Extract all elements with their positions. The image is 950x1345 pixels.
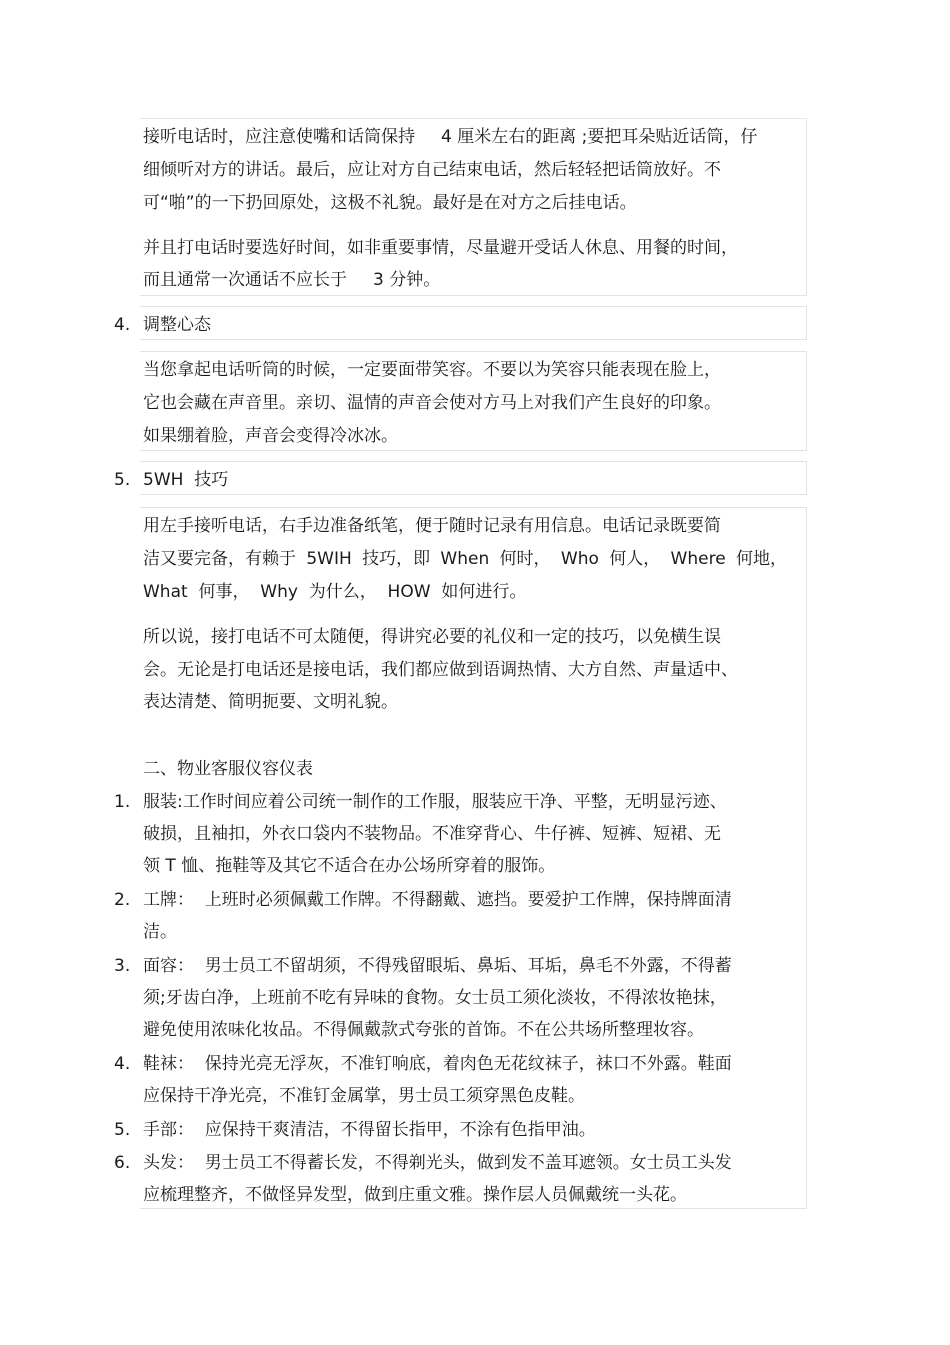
list-item-line: 破损，且袖扣，外衣口袋内不装物品。不准穿背心、牛仔裤、短裤、短裙、无 [143,824,721,844]
table-cell-border [140,461,807,495]
paragraph-line: 如果绷着脸，声音会变得冷冰冰。 [143,426,398,446]
text-segment: 何地， [735,549,787,569]
text-segment: Where [670,549,726,569]
list-item-line: 应保持干净光亮，不准钉金属掌，男士员工须穿黑色皮鞋。 [143,1086,585,1106]
text-segment: 何时， [499,549,551,569]
list-number: 5. [114,1120,131,1140]
table-cell-border [140,306,807,340]
list-item-line: 服装:工作时间应着公司统一制作的工作服，服装应干净、平整，无明显污迹、 [143,792,727,812]
list-number: 2. [114,890,131,910]
list-item-line: 领 T 恤、拖鞋等及其它不适合在办公场所穿着的服饰。 [143,856,556,876]
list-item-line: 头发： 男士员工不得蓄长发，不得剃光头，做到发不盖耳遮领。女士员工头发 [143,1153,732,1173]
paragraph-line [143,269,440,291]
text-segment: 接听电话时，应注意使嘴和话筒保持 [143,127,415,147]
list-number: 4. [114,315,131,335]
item-title: 5WH 技巧 [143,470,229,490]
text-segment: 5WIH [306,549,352,569]
paragraph-line: What 何事， Why 为什么， HOW 如何进行。 [143,582,527,602]
text-segment: 洁又要完备，有赖于 [143,549,296,569]
list-item-line: 避免使用浓味化妆品。不得佩戴款式夸张的首饰。不在公共场所整理妆容。 [143,1020,704,1040]
list-item-line: 工牌： 上班时必须佩戴工作牌。不得翻戴、遮挡。要爱护工作牌，保持牌面清 [143,890,732,910]
text-segment: 技巧，即 [362,549,431,569]
list-number: 3. [114,956,131,976]
list-item-line: 手部： 应保持干爽清洁，不得留长指甲，不涂有色指甲油。 [143,1120,596,1140]
paragraph-line: 并且打电话时要选好时间，如非重要事情，尽量避开受话人休息、用餐的时间， [143,238,738,258]
paragraph-line: 用左手接听电话，右手边准备纸笔，便于随时记录有用信息。电话记录既要简 [143,516,721,536]
paragraph-line: 表达清楚、简明扼要、文明礼貌。 [143,692,398,712]
list-number: 4. [114,1054,131,1074]
text-segment: Who [560,549,599,569]
paragraph-line: 所以说，接打电话不可太随便，得讲究必要的礼仪和一定的技巧，以免横生误 [143,627,721,647]
paragraph-line: 细倾听对方的讲话。最后，应让对方自己结束电话，然后轻轻把话筒放好。不 [143,160,721,180]
list-item-line: 应梳理整齐，不做怪异发型，做到庄重文雅。操作层人员佩戴统一头花。 [143,1185,687,1205]
paragraph-line: 它也会藏在声音里。亲切、温情的声音会使对方马上对我们产生良好的印象。 [143,393,721,413]
text-segment: 4 厘米左右的距离 ;要把耳朵贴近话筒，仔 [441,127,758,147]
list-item-line: 洁。 [143,922,177,942]
list-item-line: 须;牙齿白净，上班前不吃有异味的食物。女士员工须化淡妆，不得浓妆艳抹， [143,988,727,1008]
text-segment: 3 分钟。 [373,270,441,290]
text-segment: When [440,549,490,569]
list-number: 6. [114,1153,131,1173]
paragraph-line [143,126,757,148]
list-item-line: 面容： 男士员工不留胡须，不得残留眼垢、鼻垢、耳垢，鼻毛不外露，不得蓄 [143,956,732,976]
text-segment: 何人， [609,549,661,569]
list-item-line: 鞋袜： 保持光亮无浮灰，不准钉响底，着肉色无花纹袜子，袜口不外露。鞋面 [143,1054,732,1074]
text-segment: 而且通常一次通话不应长于 [143,270,347,290]
item-title: 调整心态 [143,315,211,335]
paragraph-line: 会。无论是打电话还是接电话，我们都应做到语调热情、大方自然、声量适中、 [143,660,738,680]
list-number: 5. [114,470,131,490]
paragraph-line: 当您拿起电话听筒的时候，一定要面带笑容。不要以为笑容只能表现在脸上， [143,360,721,380]
paragraph-line [143,548,787,570]
section-heading: 二、物业客服仪容仪表 [143,759,313,779]
paragraph-line: 可“啪”的一下扔回原处，这极不礼貌。最好是在对方之后挂电话。 [143,193,637,213]
list-number: 1. [114,792,131,812]
